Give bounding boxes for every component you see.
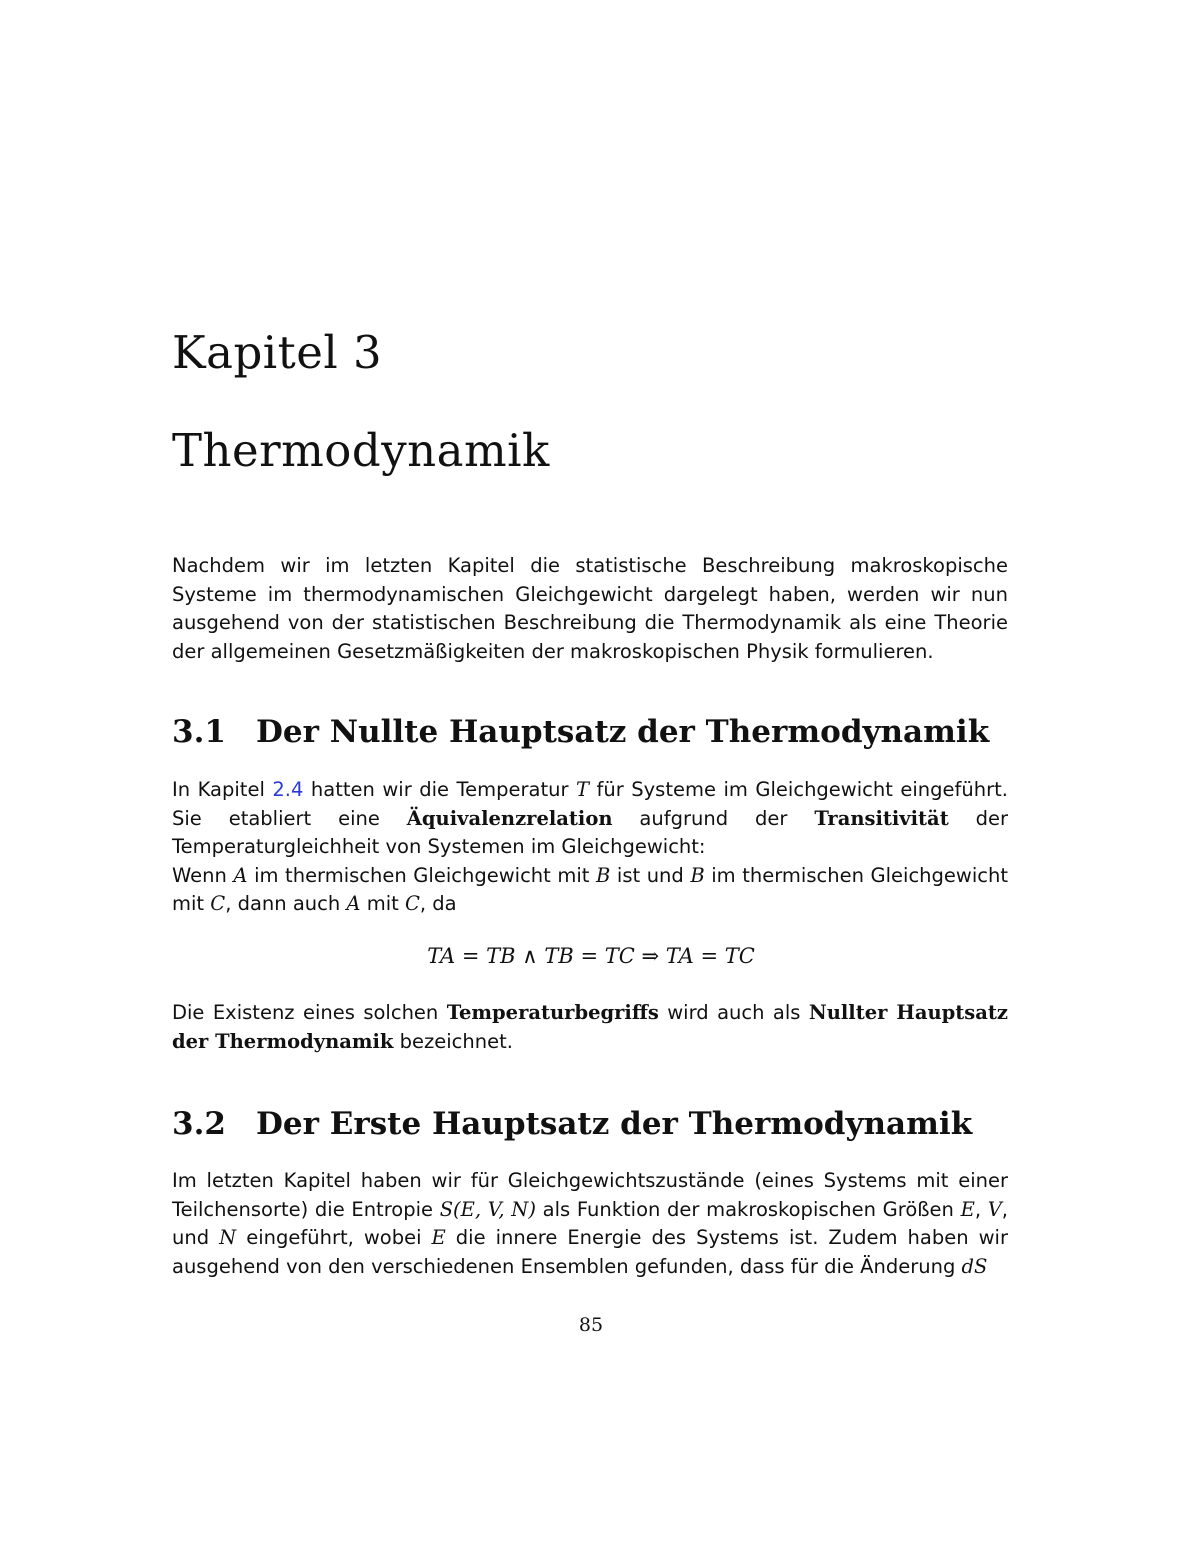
text-run: im thermischen Gleichgewicht mit: [247, 863, 596, 887]
math-symbol: T: [576, 778, 590, 801]
math-symbol: B: [690, 863, 705, 887]
text-run: Wenn: [172, 863, 234, 887]
text-run: für Systeme im Gleichgewicht eingeführt. Sie etabliert eine: [172, 778, 1008, 830]
text-run: ,: [974, 1197, 988, 1221]
section-3-2-paragraph-1: [172, 1167, 1008, 1281]
text-run: In Kapitel: [172, 778, 273, 801]
section-title: Der Erste Hauptsatz der Thermodynamik: [256, 1106, 973, 1142]
math-symbol: dS: [961, 1254, 988, 1278]
text-run: mit: [360, 892, 405, 916]
text-run: als Funktion der makroskopischen Größen: [535, 1197, 961, 1221]
math-symbol: C: [210, 892, 226, 916]
bold-term: Transitivität: [814, 806, 949, 830]
text-run: bezeichnet.: [393, 1029, 513, 1053]
math-symbol: E: [960, 1197, 975, 1221]
section-number: 3.1: [172, 714, 226, 750]
section-title: Der Nullte Hauptsatz der Thermodynamik: [256, 714, 990, 750]
text-run: eingeführt, wobei: [236, 1226, 432, 1250]
text-run: aufgrund der: [612, 806, 815, 830]
text-run: hatten wir die Temperatur: [303, 778, 576, 801]
section-3-1-paragraph-2: [172, 999, 1008, 1056]
chapter-label: Kapitel 3: [172, 326, 383, 379]
text-run: ist und: [610, 863, 691, 887]
section-3-1-paragraph-1: [172, 776, 1008, 919]
text-run: im thermischen Gleichgewicht mit: [172, 863, 1008, 916]
math-symbol: A: [346, 892, 361, 916]
bold-term: Nullter Hauptsatz der Thermodynamik: [172, 1001, 1008, 1053]
page-number: 85: [578, 1314, 604, 1336]
math-symbol: A: [233, 863, 248, 887]
math-symbol: C: [404, 892, 420, 916]
equation-transitivity: TA = TB ∧ TB = TC ⇒ TA = TC: [427, 944, 755, 968]
math-symbol: N: [219, 1226, 237, 1250]
chapter-reference-link[interactable]: 2.4: [272, 778, 304, 801]
text-run: , und: [172, 1197, 1008, 1250]
math-symbol: B: [596, 863, 611, 887]
text-run: der Temperaturgleichheit von Systemen im Gleichgewicht:: [172, 806, 1009, 859]
intro-paragraph: Nachdem wir im letzten Kapitel die statistische Beschreibung makroskopische Systeme im thermodynamischen Gleichgewicht dargelegt haben, werden wir nun ausgehend von der statistischen Beschreibung die Thermodynamik als eine Theorie der allgemeinen Gesetzmäßigkeiten der makroskopischen Physik formulieren.: [172, 554, 1008, 663]
text-run: Die Existenz eines solchen: [172, 1001, 447, 1024]
section-heading-3-1: [172, 714, 989, 750]
text-run: , da: [419, 892, 457, 916]
math-symbol: V: [987, 1197, 1002, 1221]
bold-term: Temperaturbegriffs: [446, 1001, 659, 1024]
text-run: die innere Energie des Systems ist. Zudem haben wir ausgehend von den verschiedenen Ensemblen gefunden, dass für die Änderung: [172, 1226, 1008, 1278]
math-symbol: E: [431, 1226, 446, 1250]
text-run: , dann auch: [225, 892, 347, 916]
chapter-title: Thermodynamik: [172, 424, 550, 477]
text-run: wird auch als: [658, 1001, 809, 1024]
section-heading-3-2: [172, 1106, 972, 1142]
section-number: 3.2: [172, 1106, 226, 1142]
math-symbol: S(E, V, N): [439, 1197, 536, 1221]
text-run: Im letzten Kapitel haben wir für Gleichgewichtszustände (eines Systems mit einer Teilchensorte) die Entropie: [172, 1169, 1008, 1221]
bold-term: Äquivalenzrelation: [406, 806, 613, 830]
